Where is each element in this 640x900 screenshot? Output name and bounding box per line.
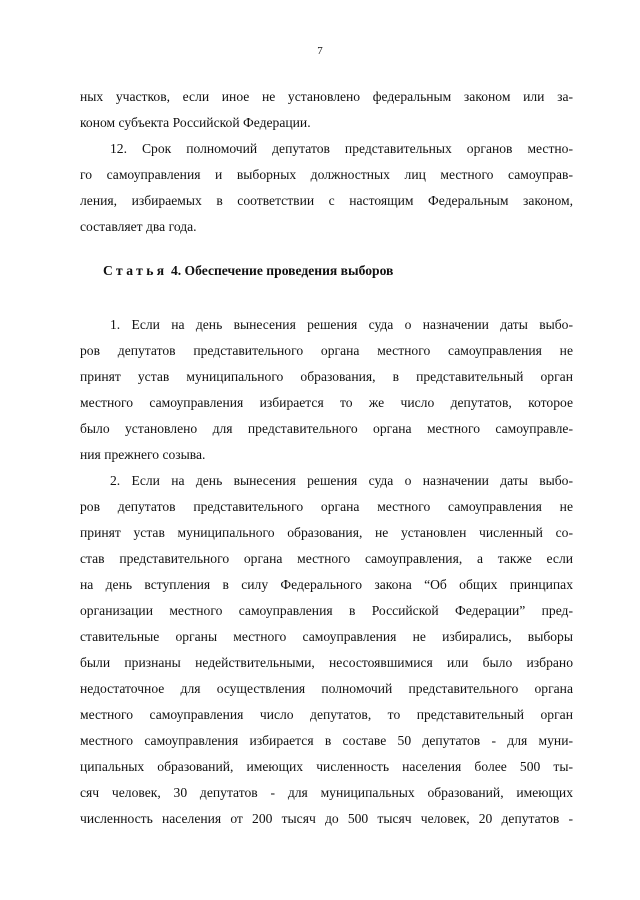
item-2-line-9: недостаточное для осуществления полномочий представительного органа: [80, 681, 573, 696]
item-2-line-12: ципальных образований, имеющих численность населения более 500 ты-: [80, 759, 573, 774]
item-2-line-6: организации местного самоуправления в Российской Федерации” пред-: [80, 603, 573, 618]
item-1-line-4: местного самоуправления избирается то же число депутатов, которое: [80, 395, 573, 410]
item-2-line-3: принят устав муниципального образования, не установлен численный со-: [80, 525, 573, 540]
article-heading: [103, 262, 393, 280]
item-1-line-3: принят устав муниципального образования, в представительный орган: [80, 369, 573, 384]
item-1-line-2: ров депутатов представительного органа местного самоуправления не: [80, 343, 573, 358]
page-number: 7: [317, 45, 323, 57]
article-title: 4. Обеспечение проведения выборов: [170, 263, 394, 278]
paragraph-12-line-3: ления, избираемых в соответствии с настоящим Федеральным законом,: [80, 193, 573, 208]
item-2-line-7: ставительные органы местного самоуправления не избирались, выборы: [80, 629, 573, 644]
paragraph-12-line-1: 12. Срок полномочий депутатов представительных органов местно-: [110, 141, 573, 156]
continuation-line-2: коном субъекта Российской Федерации.: [80, 115, 311, 130]
item-2-line-13: сяч человек, 30 депутатов - для муниципальных образований, имеющих: [80, 785, 573, 800]
paragraph-12-line-2: го самоуправления и выборных должностных лиц местного самоуправ-: [80, 167, 573, 182]
item-1-line-6: ния прежнего созыва.: [80, 447, 206, 462]
item-2-line-10: местного самоуправления число депутатов, то представительный орган: [80, 707, 573, 722]
item-2-line-8: были признаны недействительными, несостоявшимися или было избрано: [80, 655, 573, 670]
paragraph-12-line-4: составляет два года.: [80, 219, 197, 234]
item-2-line-5: на день вступления в силу Федерального закона “Об общих принципах: [80, 577, 573, 592]
item-1-line-5: было установлено для представительного органа местного самоуправле-: [80, 421, 573, 436]
item-2-line-2: ров депутатов представительного органа местного самоуправления не: [80, 499, 573, 514]
item-1-line-1: 1. Если на день вынесения решения суда о назначении даты выбо-: [110, 317, 573, 332]
item-2-line-14: численность населения от 200 тысяч до 500 тысяч человек, 20 депутатов -: [80, 811, 573, 826]
item-2-line-1: 2. Если на день вынесения решения суда о назначении даты выбо-: [110, 473, 573, 488]
article-label: Статья: [103, 263, 168, 278]
item-2-line-4: став представительного органа местного самоуправления, а также если: [80, 551, 573, 566]
continuation-line-1: ных участков, если иное не установлено федеральным законом или за-: [80, 89, 573, 104]
item-2-line-11: местного самоуправления избирается в составе 50 депутатов - для муни-: [80, 733, 573, 748]
